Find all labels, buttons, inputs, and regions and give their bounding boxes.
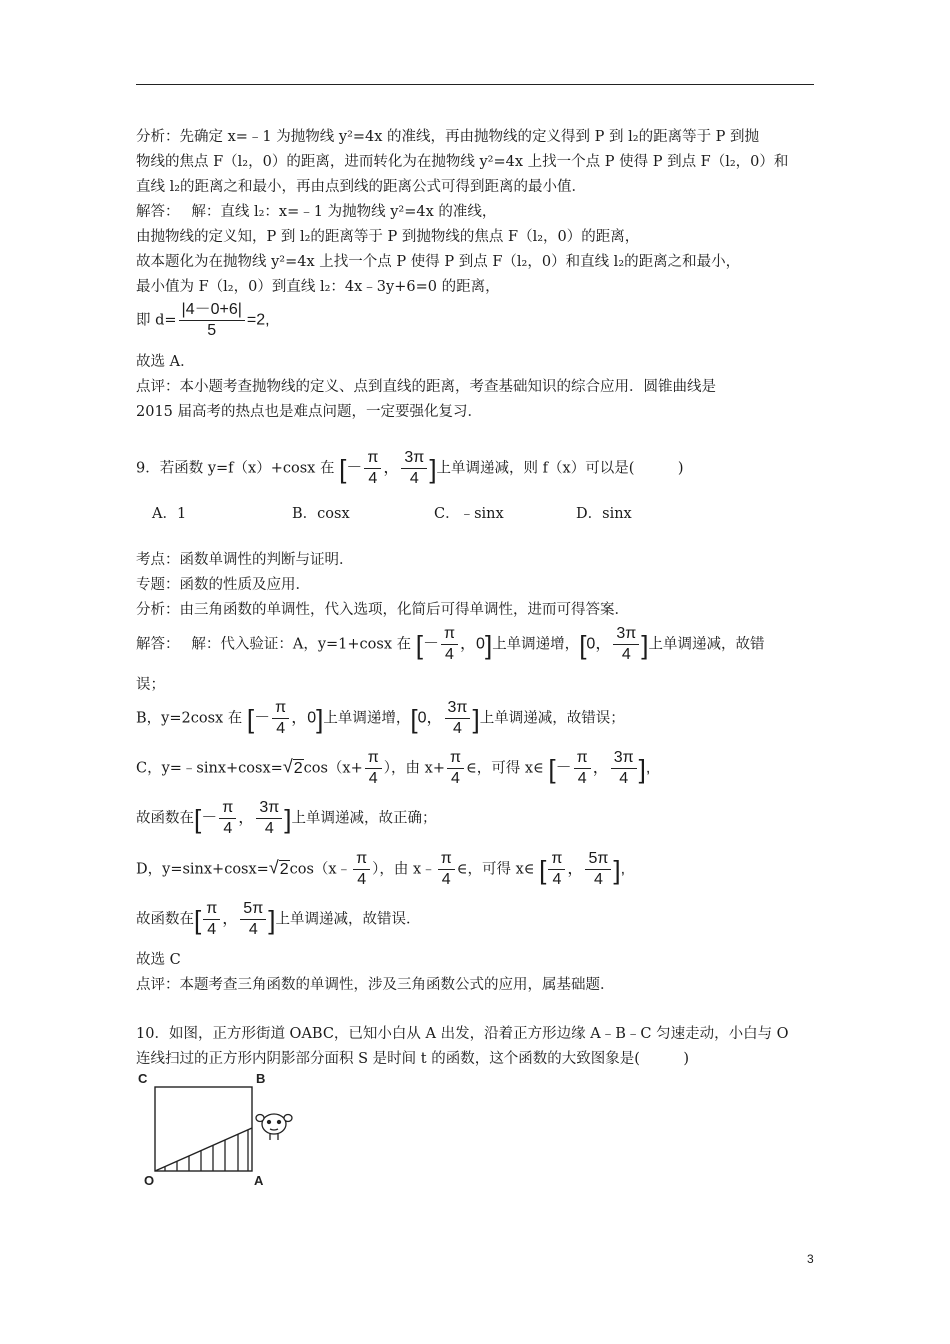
formula-result: =2, <box>246 311 270 329</box>
fraction-3pi-over-4: $\frac{3\pi}{4}$ <box>401 448 427 489</box>
q9-solution-d: D，y=sinx+cosx=√2cos（x﹣ $\frac{\pi}{4}$ ），由 x﹣ $\frac{\pi}{4}$ ∈，可得 x∈ [ $\frac{\pi}{4}$ ， $\frac{5\pi}{4}$ ], <box>136 850 626 888</box>
analysis-line-2: 物线的焦点 F（l₂，0）的距离，进而转化为在抛物线 y²=4x 上找一个点 P 使得 P 到点 F（l₂，0）和 <box>136 154 789 170</box>
square-street-figure <box>130 1068 310 1193</box>
comment-line-1: 点评：本小题考查抛物线的定义、点到直线的距离，考查基础知识的综合应用．圆锥曲线是 <box>136 379 716 395</box>
minus-sign: － <box>346 459 363 477</box>
q9-solution-c: C，y=﹣sinx+cosx=√2cos（x+ $\frac{\pi}{4}$ ），由 x+ $\frac{\pi}{4}$ ∈，可得 x∈ [－ $\frac{\pi}{4}$ ， $\frac{3\pi}{4}$ ], <box>136 749 651 787</box>
label-o: O <box>144 1173 155 1188</box>
q9-solution-a-cont: 误； <box>136 677 165 693</box>
option-c: C．﹣sinx <box>434 506 504 522</box>
q9-answer: 故选 C <box>136 952 181 968</box>
xiaobai-character-icon <box>256 1114 292 1140</box>
q9-text-post: 上单调递减，则 f（x）可以是( ) <box>436 460 684 477</box>
fraction-numerator: |4－0+6| <box>179 300 245 321</box>
q9-zhuanti: 专题：函数的性质及应用． <box>136 577 310 593</box>
answer-line: 故选 A． <box>136 354 195 370</box>
q9-fenxi: 分析：由三角函数的单调性，代入选项，化简后可得单调性，进而可得答案． <box>136 602 629 618</box>
formula-prefix: 即 d= <box>136 312 177 329</box>
distance-fraction <box>179 300 245 341</box>
page-number: 3 <box>807 1252 814 1266</box>
q9-solution-b: B，y=2cosx 在 [－ $\frac{\pi}{4}$ ，0]上单调递增，[0， $\frac{3\pi}{4}$ ]上单调递减，故错误； <box>136 699 625 737</box>
q9-solution-c-cont: 故函数在[－ $\frac{\pi}{4}$ ， $\frac{3\pi}{4}$ ]上单调递减，故正确； <box>136 799 437 837</box>
q9-solution-d-cont: 故函数在[ $\frac{\pi}{4}$ ， $\frac{5\pi}{4}$ ]上单调递减，故错误． <box>136 900 421 938</box>
distance-formula-line <box>136 300 270 341</box>
bracket-right: ] <box>429 453 437 484</box>
question-9: 9．若函数 y=f（x）+cosx 在 [－ $\frac{\pi}{4}$ ， $\frac{3\pi}{4}$ ]上单调递减，则 f（x）可以是( ) <box>136 449 684 487</box>
header-rule <box>136 84 814 85</box>
label-b: B <box>256 1071 266 1086</box>
solution-line-3: 故本题化为在抛物线 y²=4x 上找一个点 P 使得 P 到点 F（l₂，0）和直线 l₂的距离之和最小， <box>136 254 741 270</box>
solution-line-4: 最小值为 F（l₂，0）到直线 l₂：4x﹣3y+6=0 的距离， <box>136 279 500 295</box>
bracket-left: [ <box>339 453 347 484</box>
question-10-line-2: 连线扫过的正方形内阴影部分面积 S 是时间 t 的函数，这个函数的大致图象是( ) <box>136 1051 690 1067</box>
q9-solution-a: 解答： 解：代入验证：A，y=1+cosx 在 [－ $\frac{\pi}{4}$ ，0]上单调递增，[0， $\frac{3\pi}{4}$ ]上单调递减，故错 <box>136 625 765 663</box>
q9-kaodian: 考点：函数单调性的判断与证明． <box>136 552 354 568</box>
question-10-line-1: 10．如图，正方形街道 OABC，已知小白从 A 出发，沿着正方形边缘 A﹣B﹣C 匀速走动，小白与 O <box>136 1026 789 1042</box>
sqrt-symbol: √ <box>282 756 293 777</box>
fraction-pi-over-4: $\frac{\pi}{4}$ <box>364 448 381 489</box>
fraction-denominator: 5 <box>207 322 217 339</box>
analysis-line-3: 直线 l₂的距离之和最小，再由点到线的距离公式可得到距离的最小值． <box>136 179 587 195</box>
comment-line-2: 2015 届高考的热点也是难点问题，一定要强化复习． <box>136 404 483 420</box>
solution-line-2: 由抛物线的定义知，P 到 l₂的距离等于 P 到抛物线的焦点 F（l₂，0）的距离， <box>136 229 640 245</box>
q9-comment: 点评：本题考查三角函数的单调性，涉及三角函数公式的应用，属基础题． <box>136 977 615 993</box>
analysis-line-1: 分析：先确定 x=﹣1 为抛物线 y²=4x 的准线，再由抛物线的定义得到 P 到 l₂的距离等于 P 到抛 <box>136 129 760 145</box>
solution-line-1: 解答： 解：直线 l₂：x=﹣1 为抛物线 y²=4x 的准线， <box>136 204 497 220</box>
option-a: A．1 <box>152 506 187 522</box>
option-b: B．cosx <box>292 506 350 522</box>
label-c: C <box>138 1071 148 1086</box>
label-a: A <box>254 1173 264 1188</box>
option-d: D．sinx <box>576 506 632 522</box>
q9-text-pre: 9．若函数 y=f（x）+cosx 在 <box>136 460 335 477</box>
